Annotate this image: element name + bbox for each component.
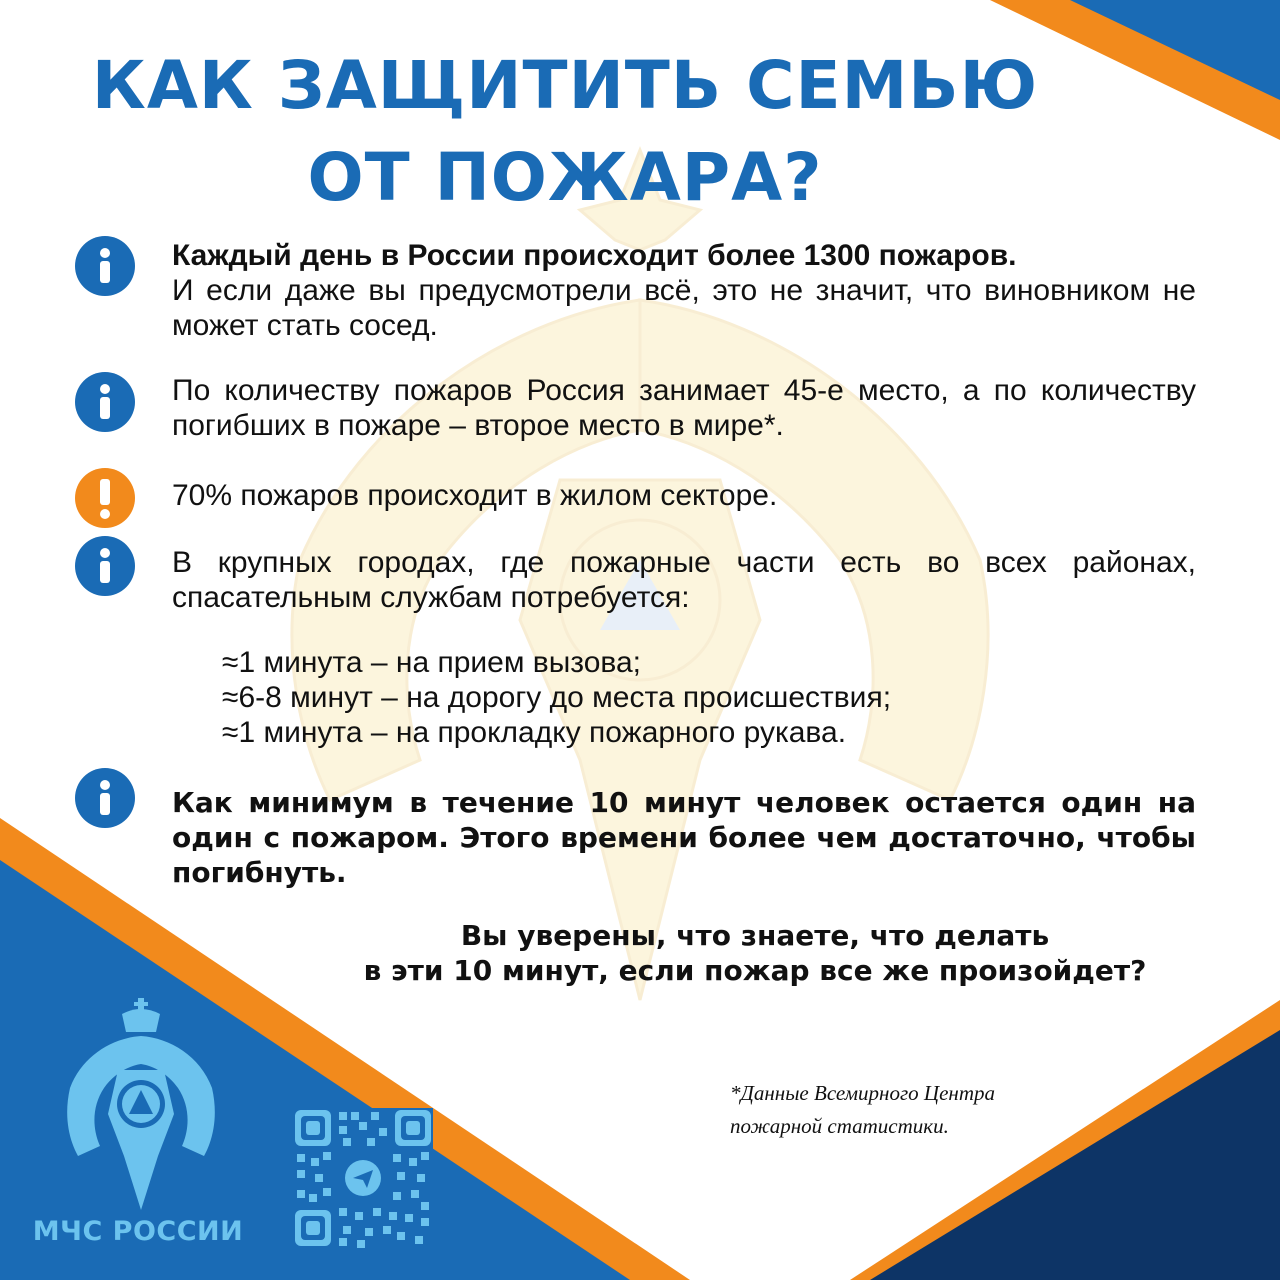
exclamation-icon — [75, 468, 135, 528]
fact-1 — [172, 238, 1196, 343]
warning-text: Как минимум в течение 10 минут человек остается один на один с пожаром. Этого времени более чем достаточно, чтобы погибнуть. — [172, 786, 1196, 889]
list-item: ≈1 минута – на прием вызова; — [222, 646, 642, 679]
info-icon — [75, 372, 135, 432]
info-icon — [75, 536, 135, 596]
fact-1-lead: Каждый день в России происходит более 1300 пожаров. — [172, 239, 1017, 272]
page-title — [0, 40, 1130, 224]
mchs-emblem-icon — [52, 996, 230, 1212]
logo-text: МЧС РОССИИ — [32, 1216, 244, 1247]
closing-question — [330, 918, 1180, 988]
response-times-list — [222, 645, 891, 750]
footnote-line-2: пожарной статистики. — [730, 1114, 949, 1138]
info-icon — [75, 236, 135, 296]
fact-4: В крупных городах, где пожарные части есть во всех районах, спасательным службам потребуется: — [172, 546, 1196, 614]
question-line-2: в эти 10 минут, если пожар все же произойдет? — [363, 954, 1147, 987]
fact-3: 70% пожаров происходит в жилом секторе. — [172, 479, 778, 512]
info-icon — [75, 768, 135, 828]
fact-1-text: И если даже вы предусмотрели всё, это не значит, что виновником не может стать сосед. — [172, 274, 1196, 342]
question-line-1: Вы уверены, что знаете, что делать — [460, 919, 1050, 952]
fact-2: По количеству пожаров Россия занимает 45-е место, а по количеству погибших в пожаре – второе место в мире*. — [172, 374, 1196, 442]
list-item: ≈1 минута – на прокладку пожарного рукава. — [222, 716, 847, 749]
title-line-2: ОТ ПОЖАРА? — [307, 139, 823, 216]
footnote — [730, 1077, 1090, 1143]
title-line-1: КАК ЗАЩИТИТЬ СЕМЬЮ — [91, 47, 1039, 124]
list-item: ≈6-8 минут – на дорогу до места происшествия; — [222, 681, 892, 714]
footnote-line-1: *Данные Всемирного Центра — [730, 1081, 995, 1105]
qr-code-icon[interactable] — [293, 1108, 433, 1248]
